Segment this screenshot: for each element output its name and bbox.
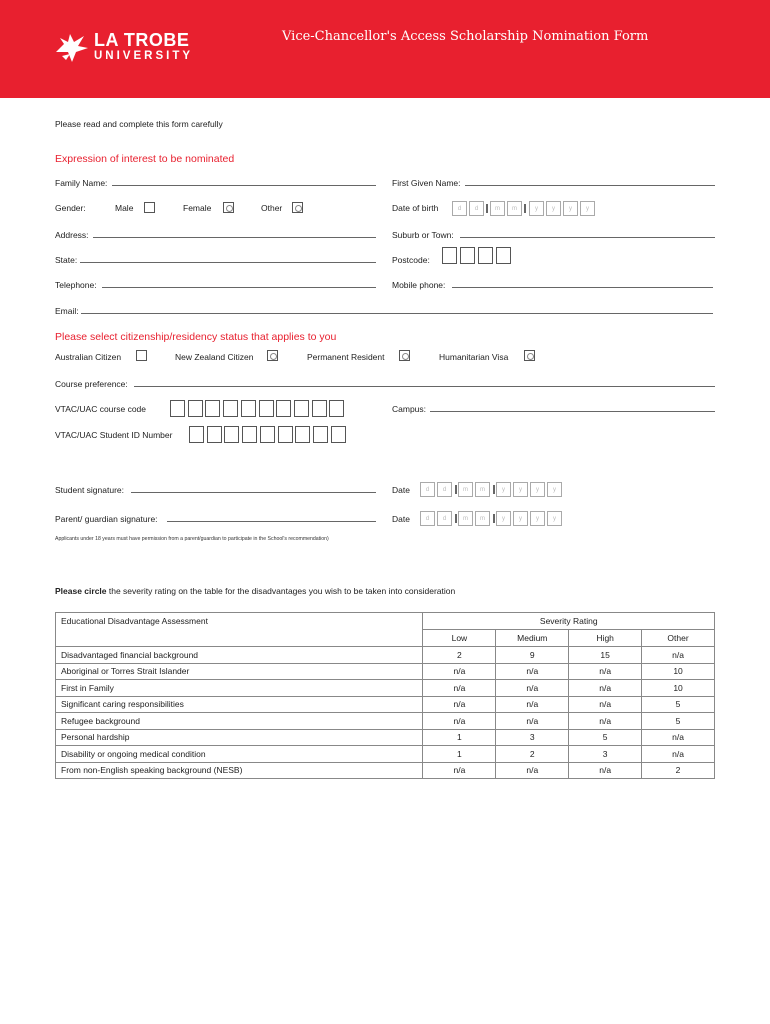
email-label: Email:	[55, 306, 79, 316]
parent-signature-field[interactable]	[167, 521, 376, 522]
table-row	[56, 696, 715, 713]
dob-box[interactable]: d	[452, 201, 467, 216]
dob-box[interactable]: y	[563, 201, 578, 216]
col-header-severity: Severity Rating	[423, 613, 715, 630]
family-name-field[interactable]	[112, 185, 376, 186]
citizenship-option-label: Permanent Resident	[307, 352, 385, 362]
date-box[interactable]: y	[513, 482, 528, 497]
table-row	[56, 762, 715, 779]
student-id-box[interactable]	[207, 426, 222, 443]
date-box[interactable]: m	[458, 511, 473, 526]
severity-cell[interactable]: n/a	[423, 680, 496, 697]
severity-cell[interactable]: n/a	[496, 762, 569, 779]
student-id-box[interactable]	[278, 426, 293, 443]
state-label: State:	[55, 255, 78, 265]
date-box[interactable]: y	[513, 511, 528, 526]
dob-box[interactable]: y	[529, 201, 544, 216]
suburb-label: Suburb or Town:	[392, 230, 454, 240]
citizenship-option-label: Humanitarian Visa	[439, 352, 509, 362]
dob-box[interactable]: m	[507, 201, 522, 216]
student-id-box[interactable]	[313, 426, 328, 443]
citizenship-humanitarian-checkbox[interactable]	[524, 350, 535, 361]
parent-date-label: Date	[392, 514, 410, 524]
mobile-label: Mobile phone:	[392, 280, 446, 290]
severity-cell[interactable]: 5	[642, 713, 715, 730]
postcode-label: Postcode:	[392, 255, 430, 265]
dob-label: Date of birth	[392, 203, 439, 213]
date-box[interactable]: y	[530, 511, 545, 526]
severity-cell[interactable]: n/a	[496, 663, 569, 680]
severity-cell[interactable]: n/a	[569, 680, 642, 697]
severity-cell[interactable]: n/a	[569, 696, 642, 713]
table-row	[56, 663, 715, 680]
course-code-box[interactable]	[276, 400, 291, 417]
parent-signature-label: Parent/ guardian signature:	[55, 514, 158, 524]
severity-cell[interactable]: n/a	[569, 762, 642, 779]
date-box[interactable]: y	[496, 511, 511, 526]
date-box[interactable]: y	[496, 482, 511, 497]
dob-box[interactable]: y	[580, 201, 595, 216]
course-code-box[interactable]	[170, 400, 185, 417]
postcode-box[interactable]	[442, 247, 457, 264]
student-date-label: Date	[392, 485, 410, 495]
intro-text: Please read and complete this form carefully	[55, 119, 223, 129]
row-label: Aboriginal or Torres Strait Islander	[56, 663, 423, 680]
course-preference-label: Course preference:	[55, 379, 128, 389]
severity-cell[interactable]: 1	[423, 746, 496, 763]
date-separator	[486, 204, 488, 213]
course-code-box[interactable]	[329, 400, 344, 417]
date-box[interactable]: y	[547, 511, 562, 526]
student-id-box[interactable]	[224, 426, 239, 443]
course-code-box[interactable]	[259, 400, 274, 417]
student-signature-label: Student signature:	[55, 485, 124, 495]
date-box[interactable]: d	[420, 482, 435, 497]
severity-cell[interactable]: n/a	[423, 663, 496, 680]
severity-cell[interactable]: 5	[569, 729, 642, 746]
header-banner	[0, 0, 770, 98]
severity-cell[interactable]: 15	[569, 647, 642, 664]
col-header-other: Other	[642, 630, 715, 647]
date-separator	[493, 485, 495, 494]
severity-cell[interactable]: 5	[642, 696, 715, 713]
logo-text-la-trobe: LA TROBE	[94, 30, 190, 50]
citizenship-option-label: New Zealand Citizen	[175, 352, 254, 362]
row-label: From non-English speaking background (NESB)	[56, 762, 423, 779]
date-box[interactable]: y	[530, 482, 545, 497]
gender-female-label: Female	[183, 203, 212, 213]
gender-male-checkbox[interactable]	[144, 202, 155, 213]
age-permission-note: Applicants under 18 years must have permission from a parent/guardian to participate in the School's recommendation)	[55, 536, 329, 542]
citizenship-permanent-checkbox[interactable]	[399, 350, 410, 361]
course-preference-field[interactable]	[134, 386, 715, 387]
table-row	[56, 680, 715, 697]
severity-cell[interactable]: n/a	[642, 746, 715, 763]
severity-table	[55, 612, 715, 779]
row-label: First in Family	[56, 680, 423, 697]
date-box[interactable]: d	[437, 482, 452, 497]
date-separator	[455, 485, 457, 494]
campus-label: Campus:	[392, 404, 427, 414]
course-code-box[interactable]	[241, 400, 256, 417]
col-header-low: Low	[423, 630, 496, 647]
dob-box[interactable]: d	[469, 201, 484, 216]
row-label: Personal hardship	[56, 729, 423, 746]
citizenship-australian-checkbox[interactable]	[136, 350, 147, 361]
severity-cell[interactable]: 2	[423, 647, 496, 664]
course-code-box[interactable]	[205, 400, 220, 417]
severity-cell[interactable]: 2	[496, 746, 569, 763]
telephone-field[interactable]	[102, 287, 376, 288]
dob-box[interactable]: y	[546, 201, 561, 216]
vtac-course-code-label: VTAC/UAC course code	[55, 404, 147, 414]
section-heading-citizenship: Please select citizenship/residency status that applies to you	[55, 331, 337, 343]
first-given-name-field[interactable]	[465, 185, 715, 186]
severity-prompt	[55, 586, 455, 596]
state-field[interactable]	[80, 262, 376, 263]
student-id-box[interactable]	[189, 426, 204, 443]
la-trobe-logo	[54, 30, 214, 66]
student-id-box[interactable]	[242, 426, 257, 443]
student-id-box[interactable]	[331, 426, 346, 443]
severity-cell[interactable]: n/a	[569, 713, 642, 730]
severity-cell[interactable]: n/a	[496, 680, 569, 697]
date-box[interactable]: y	[547, 482, 562, 497]
severity-prompt-bold: Please circle	[55, 586, 107, 596]
eagle-logo-icon	[54, 30, 90, 64]
severity-cell[interactable]: n/a	[569, 663, 642, 680]
table-row	[56, 647, 715, 664]
severity-cell[interactable]: n/a	[423, 696, 496, 713]
postcode-box[interactable]	[460, 247, 475, 264]
email-field[interactable]	[81, 313, 713, 314]
first-given-name-label: First Given Name:	[392, 178, 461, 188]
vtac-student-id-label: VTAC/UAC Student ID Number	[55, 430, 173, 440]
course-code-box[interactable]	[294, 400, 309, 417]
gender-label: Gender:	[55, 203, 86, 213]
citizenship-nz-checkbox[interactable]	[267, 350, 278, 361]
table-row	[56, 746, 715, 763]
severity-cell[interactable]: n/a	[496, 713, 569, 730]
severity-cell[interactable]: 3	[496, 729, 569, 746]
row-label: Disadvantaged financial background	[56, 647, 423, 664]
postcode-box[interactable]	[496, 247, 511, 264]
severity-cell[interactable]: 3	[569, 746, 642, 763]
student-id-box[interactable]	[260, 426, 275, 443]
date-separator	[493, 514, 495, 523]
col-header-assessment: Educational Disadvantage Assessment	[56, 613, 423, 647]
severity-cell[interactable]: 1	[423, 729, 496, 746]
date-box[interactable]: d	[420, 511, 435, 526]
date-box[interactable]: d	[437, 511, 452, 526]
severity-cell[interactable]: 10	[642, 680, 715, 697]
gender-other-label: Other	[261, 203, 283, 213]
date-separator	[524, 204, 526, 213]
date-separator	[455, 514, 457, 523]
col-header-medium: Medium	[496, 630, 569, 647]
severity-cell[interactable]: n/a	[423, 713, 496, 730]
family-name-label: Family Name:	[55, 178, 108, 188]
citizenship-option-label: Australian Citizen	[55, 352, 122, 362]
gender-female-checkbox[interactable]	[223, 202, 234, 213]
severity-cell[interactable]: n/a	[496, 696, 569, 713]
course-code-box[interactable]	[188, 400, 203, 417]
severity-cell[interactable]: n/a	[642, 729, 715, 746]
severity-cell[interactable]: 10	[642, 663, 715, 680]
student-id-box[interactable]	[295, 426, 310, 443]
logo-text-university: UNIVERSITY	[94, 50, 194, 62]
severity-cell[interactable]: n/a	[423, 762, 496, 779]
severity-cell[interactable]: 9	[496, 647, 569, 664]
table-row	[56, 729, 715, 746]
row-label: Significant caring responsibilities	[56, 696, 423, 713]
postcode-box[interactable]	[478, 247, 493, 264]
address-field[interactable]	[93, 237, 376, 238]
table-row	[56, 713, 715, 730]
course-code-box[interactable]	[223, 400, 238, 417]
date-box[interactable]: m	[475, 511, 490, 526]
row-label: Refugee background	[56, 713, 423, 730]
form-title: Vice-Chancellor's Access Scholarship Nomination Form	[282, 29, 649, 44]
student-signature-field[interactable]	[131, 492, 376, 493]
mobile-field[interactable]	[452, 287, 713, 288]
date-box[interactable]: m	[458, 482, 473, 497]
date-box[interactable]: m	[475, 482, 490, 497]
suburb-field[interactable]	[460, 237, 715, 238]
gender-male-label: Male	[115, 203, 134, 213]
section-heading-expression: Expression of interest to be nominated	[55, 153, 235, 165]
col-header-high: High	[569, 630, 642, 647]
course-code-box[interactable]	[312, 400, 327, 417]
telephone-label: Telephone:	[55, 280, 97, 290]
row-label: Disability or ongoing medical condition	[56, 746, 423, 763]
gender-other-checkbox[interactable]	[292, 202, 303, 213]
address-label: Address:	[55, 230, 89, 240]
dob-box[interactable]: m	[490, 201, 505, 216]
severity-cell[interactable]: 2	[642, 762, 715, 779]
severity-cell[interactable]: n/a	[642, 647, 715, 664]
campus-field[interactable]	[430, 411, 715, 412]
severity-prompt-rest: the severity rating on the table for the disadvantages you wish to be taken into consideration	[106, 586, 456, 596]
